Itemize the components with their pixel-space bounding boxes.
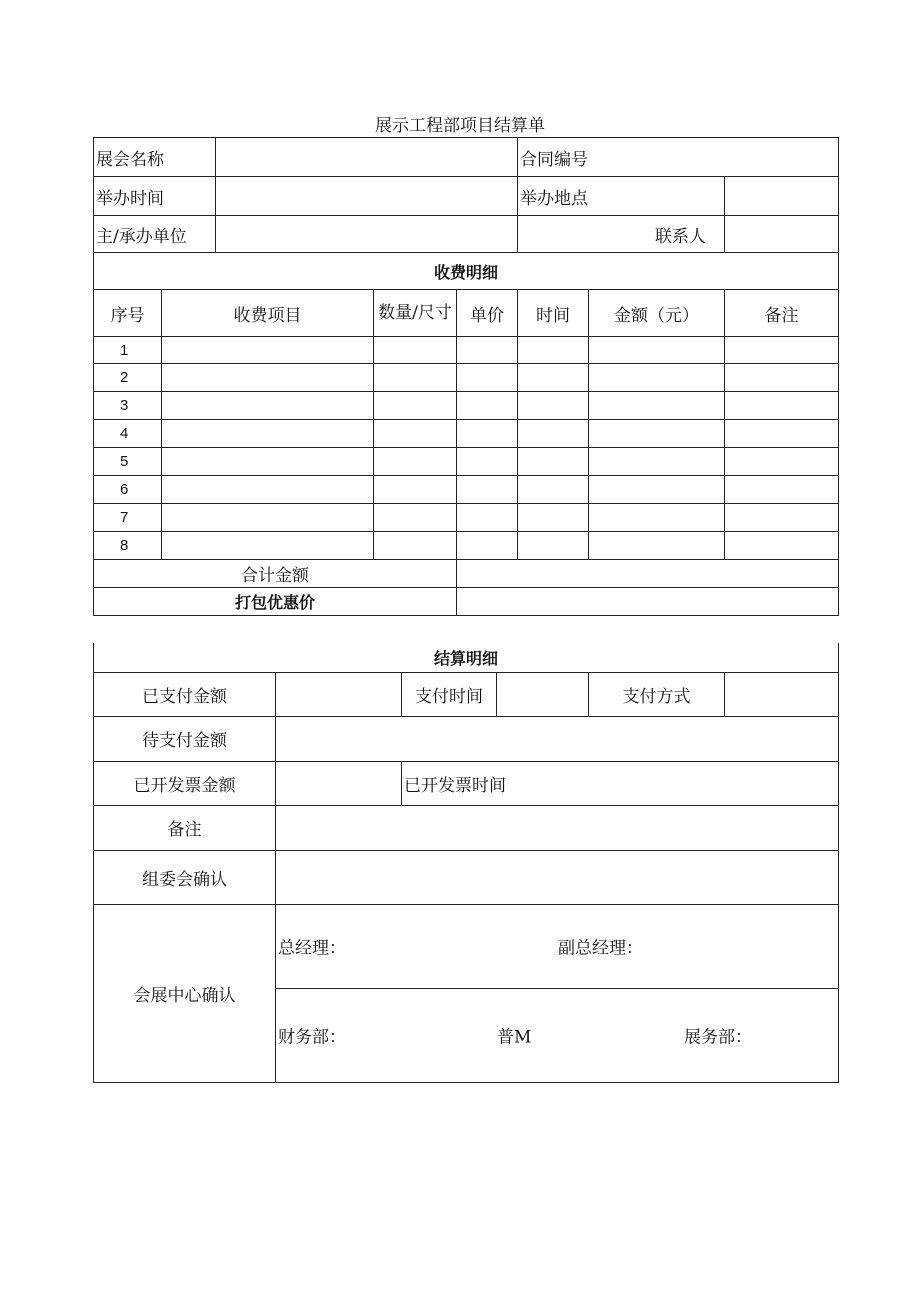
- row-qty-cell[interactable]: [374, 504, 457, 532]
- total-amount-label: 合计金额: [94, 560, 457, 588]
- exhibition-name-label: 展会名称: [94, 138, 216, 177]
- col-header-price: 单价: [457, 290, 518, 337]
- row-amount-cell[interactable]: [589, 420, 725, 448]
- package-price-field[interactable]: [457, 588, 839, 616]
- center-confirm-label: 会展中心确认: [94, 904, 276, 1082]
- contract-no-label: 合同编号: [518, 138, 725, 177]
- row-amount-cell[interactable]: [589, 504, 725, 532]
- paid-amount-field[interactable]: [276, 672, 402, 716]
- pay-time-field[interactable]: [497, 672, 589, 716]
- row-time-cell[interactable]: [518, 392, 589, 420]
- row-seq: 3: [94, 392, 162, 420]
- row-qty-cell[interactable]: [374, 476, 457, 504]
- pending-amount-field[interactable]: [276, 716, 839, 761]
- table-row: [94, 420, 839, 448]
- table-row: [94, 448, 839, 476]
- table-row: [94, 392, 839, 420]
- row-seq: 6: [94, 476, 162, 504]
- row-qty-cell[interactable]: [374, 392, 457, 420]
- row-remark-cell[interactable]: [725, 532, 839, 560]
- table-row: [94, 476, 839, 504]
- pending-amount-label: 待支付金额: [94, 716, 276, 761]
- row-remark-cell[interactable]: [725, 364, 839, 392]
- row-time-cell[interactable]: [518, 532, 589, 560]
- row-seq: 4: [94, 420, 162, 448]
- row-price-cell[interactable]: [457, 476, 518, 504]
- hold-place-field[interactable]: [725, 177, 839, 216]
- row-item-cell[interactable]: [162, 364, 374, 392]
- exhibition-dept-label: 展务部：: [684, 1027, 752, 1048]
- row-qty-cell[interactable]: [374, 364, 457, 392]
- row-amount-cell[interactable]: [589, 364, 725, 392]
- row-seq: 8: [94, 532, 162, 560]
- row-qty-cell[interactable]: [374, 532, 457, 560]
- invoice-time-label: 已开发票时间: [402, 761, 839, 805]
- pay-time-label: 支付时间: [402, 672, 497, 716]
- col-header-amount: 金额（元）: [589, 290, 725, 337]
- row-time-cell[interactable]: [518, 337, 589, 364]
- row-item-cell[interactable]: [162, 392, 374, 420]
- total-amount-field[interactable]: [457, 560, 839, 588]
- row-price-cell[interactable]: [457, 532, 518, 560]
- table-row: [94, 364, 839, 392]
- row-remark-cell[interactable]: [725, 448, 839, 476]
- row-qty-cell[interactable]: [374, 337, 457, 364]
- row-price-cell[interactable]: [457, 337, 518, 364]
- fee-section-heading: 收费明细: [94, 253, 839, 290]
- row-price-cell[interactable]: [457, 392, 518, 420]
- page-title: 展示工程部项目结算单: [375, 116, 545, 136]
- row-amount-cell[interactable]: [589, 532, 725, 560]
- row-amount-cell[interactable]: [589, 476, 725, 504]
- row-seq: 2: [94, 364, 162, 392]
- exhibition-name-field[interactable]: [216, 138, 518, 177]
- row-item-cell[interactable]: [162, 476, 374, 504]
- organizer-label: 主/承办单位: [94, 216, 216, 253]
- row-item-cell[interactable]: [162, 420, 374, 448]
- row-price-cell[interactable]: [457, 448, 518, 476]
- package-price-label: 打包优惠价: [94, 588, 457, 616]
- row-time-cell[interactable]: [518, 364, 589, 392]
- settlement-table: [93, 643, 839, 1083]
- contact-label: 联系人: [518, 216, 725, 253]
- finance-label: 财务部：: [278, 1027, 346, 1048]
- col-header-seq: 序号: [94, 290, 162, 337]
- paid-amount-label: 已支付金额: [94, 672, 276, 716]
- col-header-qty: 数量/尺寸: [374, 290, 457, 337]
- invoiced-amount-label: 已开发票金额: [94, 761, 276, 805]
- committee-confirm-label: 组委会确认: [94, 850, 276, 904]
- invoiced-amount-field[interactable]: [276, 761, 402, 805]
- manager-sign-area[interactable]: [276, 904, 839, 988]
- middle-mark-text: 普M: [497, 1027, 532, 1048]
- row-qty-cell[interactable]: [374, 448, 457, 476]
- deputy-gm-label: 副总经理：: [558, 938, 643, 959]
- row-price-cell[interactable]: [457, 420, 518, 448]
- department-sign-area[interactable]: [276, 988, 839, 1082]
- fee-table: [93, 137, 839, 616]
- row-time-cell[interactable]: [518, 420, 589, 448]
- remark-label: 备注: [94, 805, 276, 850]
- table-row: [94, 337, 839, 364]
- row-remark-cell[interactable]: [725, 337, 839, 364]
- row-item-cell[interactable]: [162, 504, 374, 532]
- remark-field[interactable]: [276, 805, 839, 850]
- table-row: [94, 532, 839, 560]
- row-amount-cell[interactable]: [589, 392, 725, 420]
- organizer-field[interactable]: [216, 216, 518, 253]
- row-remark-cell[interactable]: [725, 420, 839, 448]
- committee-confirm-field[interactable]: [276, 850, 839, 904]
- row-remark-cell[interactable]: [725, 392, 839, 420]
- hold-time-field[interactable]: [216, 177, 518, 216]
- pay-method-label: 支付方式: [589, 672, 725, 716]
- pay-method-field[interactable]: [725, 672, 839, 716]
- row-qty-cell[interactable]: [374, 420, 457, 448]
- row-remark-cell[interactable]: [725, 476, 839, 504]
- row-seq: 1: [94, 337, 162, 364]
- row-item-cell[interactable]: [162, 448, 374, 476]
- row-time-cell[interactable]: [518, 448, 589, 476]
- row-time-cell[interactable]: [518, 504, 589, 532]
- row-remark-cell[interactable]: [725, 504, 839, 532]
- row-seq: 7: [94, 504, 162, 532]
- row-item-cell[interactable]: [162, 532, 374, 560]
- settlement-heading: 结算明细: [94, 643, 839, 672]
- col-header-remark: 备注: [725, 290, 839, 337]
- col-header-time: 时间: [518, 290, 589, 337]
- hold-time-label: 举办时间: [94, 177, 216, 216]
- row-price-cell[interactable]: [457, 364, 518, 392]
- row-seq: 5: [94, 448, 162, 476]
- row-amount-cell[interactable]: [589, 448, 725, 476]
- row-item-cell[interactable]: [162, 337, 374, 364]
- contract-no-field[interactable]: [725, 138, 839, 177]
- table-row: [94, 504, 839, 532]
- row-amount-cell[interactable]: [589, 337, 725, 364]
- hold-place-label: 举办地点: [518, 177, 725, 216]
- row-price-cell[interactable]: [457, 504, 518, 532]
- fee-header-row: [94, 290, 839, 337]
- general-manager-label: 总经理：: [278, 938, 346, 959]
- col-header-item: 收费项目: [162, 290, 374, 337]
- contact-field[interactable]: [725, 216, 839, 253]
- row-time-cell[interactable]: [518, 476, 589, 504]
